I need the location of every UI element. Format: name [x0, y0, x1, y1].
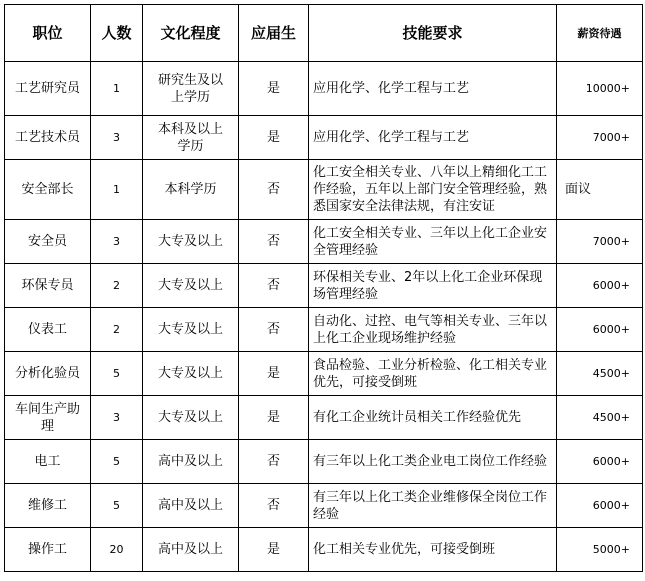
- cell-graduate: 否: [239, 220, 309, 264]
- cell-position: 安全员: [5, 220, 91, 264]
- cell-position: 安全部长: [5, 160, 91, 220]
- cell-education: 大专及以上: [143, 308, 239, 352]
- cell-skills: 环保相关专业、2年以上化工企业环保现场管理经验: [309, 264, 557, 308]
- cell-education: 大专及以上: [143, 352, 239, 396]
- cell-position: 维修工: [5, 484, 91, 528]
- cell-salary: 7000+: [557, 220, 643, 264]
- cell-education: 本科学历: [143, 160, 239, 220]
- cell-graduate: 是: [239, 396, 309, 440]
- cell-position: 操作工: [5, 528, 91, 572]
- cell-count: 5: [91, 352, 143, 396]
- cell-education: 大专及以上: [143, 264, 239, 308]
- table-header-row: [5, 5, 643, 62]
- recruitment-table: [4, 4, 643, 572]
- cell-salary: 4500+: [557, 352, 643, 396]
- cell-graduate: 否: [239, 440, 309, 484]
- cell-count: 5: [91, 440, 143, 484]
- table-row: [5, 352, 643, 396]
- header-salary: 薪资待遇: [557, 5, 643, 62]
- table-row: [5, 264, 643, 308]
- cell-graduate: 否: [239, 484, 309, 528]
- cell-skills: 自动化、过控、电气等相关专业、三年以上化工企业现场维护经验: [309, 308, 557, 352]
- cell-education: 高中及以上: [143, 484, 239, 528]
- table-row: [5, 220, 643, 264]
- cell-salary: 6000+: [557, 308, 643, 352]
- cell-salary: 10000+: [557, 62, 643, 116]
- cell-skills: 有三年以上化工类企业维修保全岗位工作经验: [309, 484, 557, 528]
- header-graduate: 应届生: [239, 5, 309, 62]
- cell-education: 大专及以上: [143, 396, 239, 440]
- cell-position: 车间生产助理: [5, 396, 91, 440]
- cell-count: 1: [91, 160, 143, 220]
- cell-skills: 有三年以上化工类企业电工岗位工作经验: [309, 440, 557, 484]
- cell-salary: 4500+: [557, 396, 643, 440]
- cell-graduate: 是: [239, 352, 309, 396]
- cell-salary: 6000+: [557, 484, 643, 528]
- cell-count: 20: [91, 528, 143, 572]
- cell-salary: 面议: [557, 160, 643, 220]
- cell-count: 3: [91, 396, 143, 440]
- cell-salary: 7000+: [557, 116, 643, 160]
- cell-skills: 有化工企业统计员相关工作经验优先: [309, 396, 557, 440]
- cell-education: 高中及以上: [143, 528, 239, 572]
- cell-count: 2: [91, 264, 143, 308]
- table-row: [5, 160, 643, 220]
- cell-position: 环保专员: [5, 264, 91, 308]
- cell-graduate: 是: [239, 528, 309, 572]
- table-row: [5, 440, 643, 484]
- cell-position: 电工: [5, 440, 91, 484]
- cell-education: 本科及以上学历: [143, 116, 239, 160]
- cell-count: 5: [91, 484, 143, 528]
- cell-salary: 6000+: [557, 440, 643, 484]
- table-row: [5, 62, 643, 116]
- cell-skills: 应用化学、化学工程与工艺: [309, 62, 557, 116]
- header-education: 文化程度: [143, 5, 239, 62]
- cell-skills: 食品检验、工业分析检验、化工相关专业优先，可接受倒班: [309, 352, 557, 396]
- table-row: [5, 484, 643, 528]
- header-skills: 技能要求: [309, 5, 557, 62]
- cell-count: 1: [91, 62, 143, 116]
- cell-graduate: 是: [239, 62, 309, 116]
- cell-salary: 5000+: [557, 528, 643, 572]
- cell-education: 大专及以上: [143, 220, 239, 264]
- cell-count: 3: [91, 220, 143, 264]
- cell-position: 分析化验员: [5, 352, 91, 396]
- cell-graduate: 否: [239, 308, 309, 352]
- cell-position: 仪表工: [5, 308, 91, 352]
- cell-count: 2: [91, 308, 143, 352]
- cell-graduate: 否: [239, 264, 309, 308]
- table-row: [5, 308, 643, 352]
- cell-skills: 应用化学、化学工程与工艺: [309, 116, 557, 160]
- header-count: 人数: [91, 5, 143, 62]
- cell-graduate: 否: [239, 160, 309, 220]
- table-row: [5, 528, 643, 572]
- table-row: [5, 396, 643, 440]
- cell-education: 研究生及以上学历: [143, 62, 239, 116]
- cell-skills: 化工安全相关专业、八年以上精细化工工作经验，五年以上部门安全管理经验，熟悉国家安全法律法规，有注安证: [309, 160, 557, 220]
- cell-education: 高中及以上: [143, 440, 239, 484]
- cell-count: 3: [91, 116, 143, 160]
- cell-position: 工艺技术员: [5, 116, 91, 160]
- header-position: 职位: [5, 5, 91, 62]
- cell-skills: 化工相关专业优先，可接受倒班: [309, 528, 557, 572]
- cell-salary: 6000+: [557, 264, 643, 308]
- cell-skills: 化工安全相关专业、三年以上化工企业安全管理经验: [309, 220, 557, 264]
- cell-graduate: 是: [239, 116, 309, 160]
- table-row: [5, 116, 643, 160]
- cell-position: 工艺研究员: [5, 62, 91, 116]
